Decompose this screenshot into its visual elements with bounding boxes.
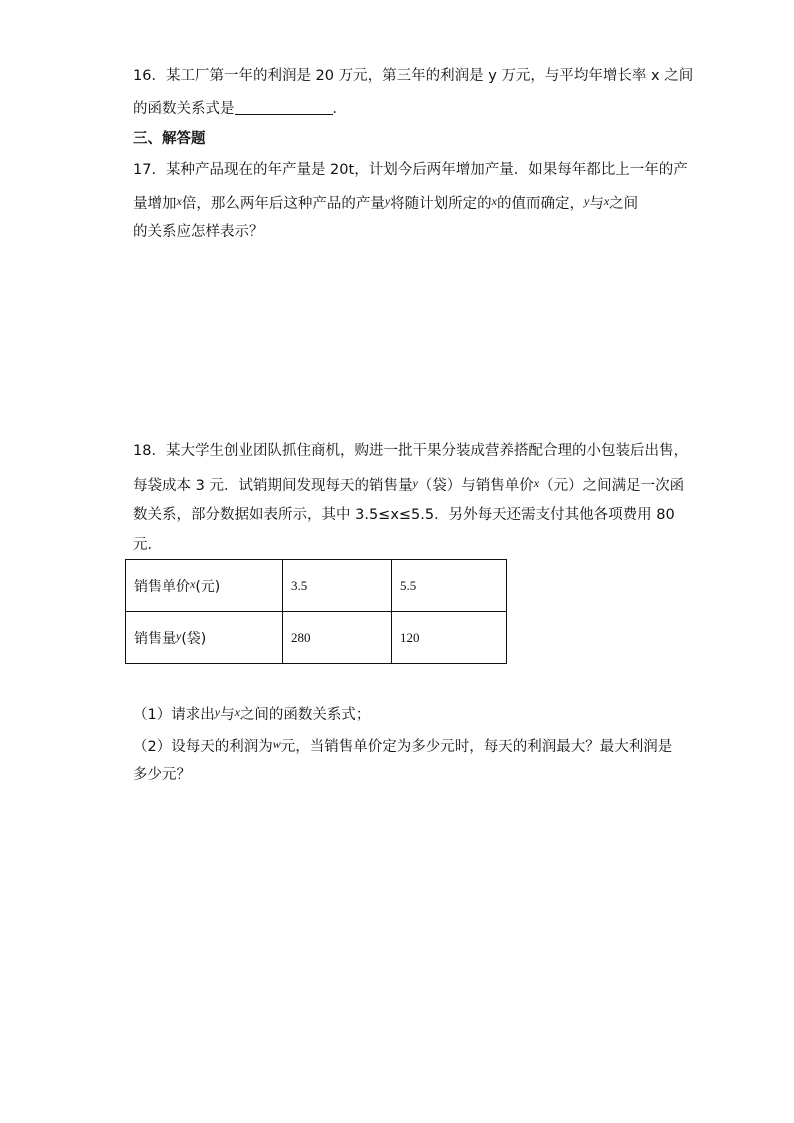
q16-text: 的函数关系式是 bbox=[133, 101, 235, 117]
table-row bbox=[126, 560, 507, 612]
row-header-volume bbox=[126, 612, 283, 664]
answer-blank bbox=[235, 100, 333, 115]
table-cell bbox=[392, 560, 507, 612]
q16-line-2 bbox=[133, 99, 347, 119]
cell-value: 120 bbox=[400, 629, 420, 645]
var-x: x bbox=[234, 705, 240, 719]
table-cell bbox=[283, 612, 392, 664]
q17-line-3: 的关系应怎样表示？ bbox=[133, 224, 264, 240]
table-cell bbox=[283, 560, 392, 612]
part1-text-b: 与 bbox=[220, 707, 235, 723]
q16-line-1: 16．某工厂第一年的利润是 20 万元，第三年的利润是 y 万元，与平均年增长率 x 之间 bbox=[133, 68, 694, 84]
q16-period: ． bbox=[332, 101, 347, 117]
q18-part-1 bbox=[133, 702, 370, 725]
q18-line-1: 18．某大学生创业团队抓住商机，购进一批干果分装成营养搭配合理的小包装后出售， bbox=[133, 443, 688, 459]
var-y: y bbox=[412, 476, 418, 490]
var-x: x bbox=[176, 194, 182, 208]
label-volume: 销售量 bbox=[134, 630, 176, 647]
q17-line-2 bbox=[133, 191, 638, 214]
q17-text-f: 之间 bbox=[609, 196, 639, 212]
unit-yuan: (元) bbox=[195, 578, 221, 595]
q18-text-b: （袋）与销售单价 bbox=[417, 478, 534, 494]
q18-text-c: （元）之间满足一次函 bbox=[539, 478, 685, 494]
var-w: w bbox=[272, 737, 281, 751]
section-title: 三、解答题 bbox=[133, 131, 206, 147]
var-x: x bbox=[603, 194, 610, 208]
var-y: y bbox=[583, 194, 590, 208]
part2-text-b: 元，当销售单价定为多少元时，每天的利润最大？最大利润是 bbox=[280, 739, 673, 755]
label-price: 销售单价 bbox=[134, 578, 190, 595]
table-row bbox=[126, 612, 507, 664]
q17-text-c: 将随计划所定的 bbox=[390, 196, 492, 212]
q17-text-e: 与 bbox=[589, 196, 604, 212]
var-y: y bbox=[384, 194, 391, 208]
part1-text-a: （1）请求出 bbox=[133, 707, 215, 723]
q18-text-a: 每袋成本 3 元．试销期间发现每天的销售量 bbox=[133, 478, 413, 494]
q18-line-4: 元． bbox=[133, 537, 162, 553]
q18-line-3: 数关系，部分数据如表所示，其中 3.5≤x≤5.5．另外每天还需支付其他各项费用 80 bbox=[133, 507, 675, 523]
cell-value: 5.5 bbox=[400, 577, 417, 593]
q17-text-b: 倍，那么两年后这种产品的产量 bbox=[181, 196, 385, 212]
q17-text-a: 量增加 bbox=[133, 196, 177, 212]
q17-text-d: 的值而确定， bbox=[496, 196, 584, 212]
table-cell bbox=[392, 612, 507, 664]
data-table bbox=[125, 559, 507, 664]
part1-text-c: 之间的函数关系式； bbox=[239, 707, 371, 723]
var-x: x bbox=[190, 576, 196, 591]
q18-part-2 bbox=[133, 734, 672, 757]
row-header-price bbox=[126, 560, 283, 612]
var-x: x bbox=[491, 194, 497, 208]
cell-value: 280 bbox=[291, 629, 311, 645]
var-y: y bbox=[214, 705, 221, 719]
cell-value: 3.5 bbox=[291, 577, 308, 593]
q18-part-2-cont: 多少元？ bbox=[133, 767, 191, 783]
var-y: y bbox=[176, 628, 182, 643]
var-x: x bbox=[533, 476, 540, 490]
part2-text-a: （2）设每天的利润为 bbox=[133, 739, 273, 755]
q18-line-2 bbox=[133, 473, 684, 496]
unit-bag: (袋) bbox=[181, 630, 207, 647]
q17-line-1: 17．某种产品现在的年产量是 20t，计划今后两年增加产量．如果每年都比上一年的产 bbox=[133, 162, 688, 178]
